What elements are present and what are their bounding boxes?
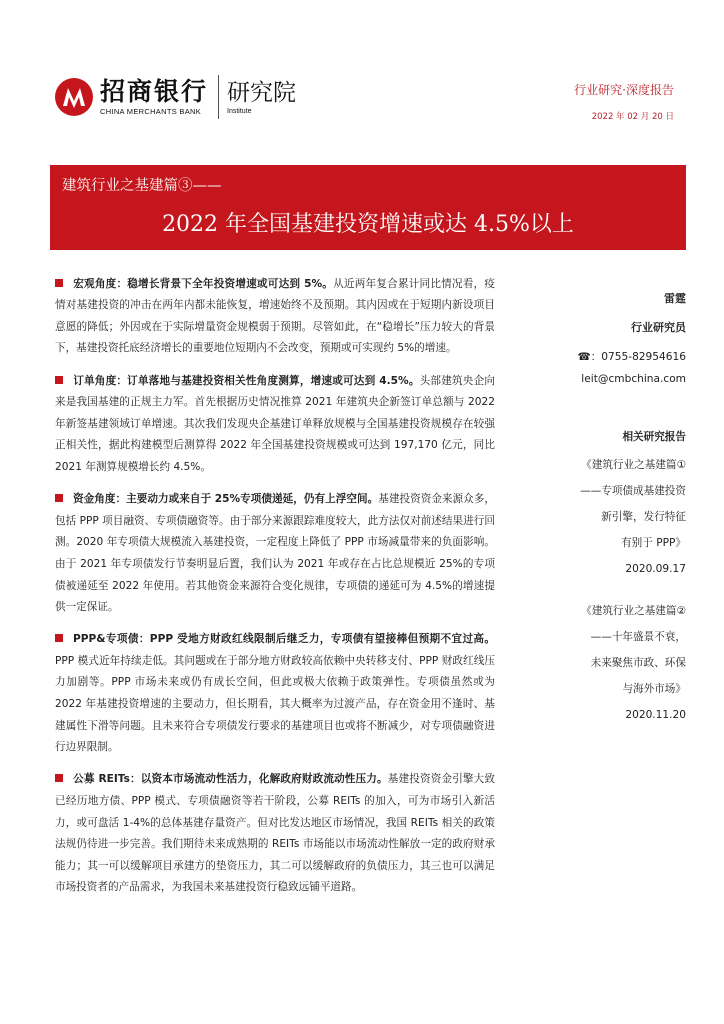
section-funding <box>55 489 495 619</box>
section-lead: 订单角度：订单落地与基建投资相关性角度测算，增速或可达到 4.5%。 <box>73 374 420 387</box>
related-report-line[interactable]: 《建筑行业之基建篇② <box>581 605 686 617</box>
section-text: PPP 模式近年持续走低。其问题或在于部分地方财政较高依赖中央转移支付、PPP 财政红线压力加剧等。PPP 市场未来或仍有成长空间，但此或极大依赖于政策弹性。专项债虽然或为 2022 年基建投资增速的主要动力，但长期看，其大概率为过渡产品，存在资金用不逢时、基建属性下滑等问题。且未来符合专项债发行要求的基建项目也或将不断减少，对专项债融资进行边界限制。 <box>55 654 495 754</box>
logo-divider <box>218 75 219 119</box>
section-text: 头部建筑央企向来是我国基建的正规主力军。首先根据历史情况推算 2021 年建筑央企新签订单总额与 2022 年新签基建领域订单增速。其次我们发现央企基建订单释放规模与全国基建投资规模存在较强正相关性，据此构建模型后测算得 2022 年全国基建投资规模或可达到 197,170 亿元，同比 2021 年测算规模增长约 4.5%。 <box>55 374 495 473</box>
series-label: 建筑行业之基建篇③—— <box>62 178 222 194</box>
summary-body <box>55 263 495 907</box>
section-ppp <box>55 629 495 759</box>
bullet-square-icon <box>55 634 63 642</box>
cmb-logo <box>54 72 296 122</box>
title-banner <box>50 165 686 250</box>
logo-en-name: CHINA MERCHANTS BANK <box>100 107 202 116</box>
sidebar <box>510 290 686 728</box>
analyst-email[interactable]: leit@cmbchina.com <box>581 373 686 385</box>
bullet-square-icon <box>55 774 63 782</box>
report-date: 2022 年 02 月 20 日 <box>591 112 674 122</box>
related-report-line[interactable]: 有别于 PPP》 <box>621 537 686 549</box>
related-report-line[interactable]: 新引擎，发行特征 <box>601 511 686 523</box>
related-report-line[interactable]: 与海外市场》 <box>622 683 686 695</box>
related-report-line[interactable]: 《建筑行业之基建篇① <box>581 459 686 471</box>
analyst-name: 雷霆 <box>664 292 686 305</box>
analyst-role: 行业研究员 <box>631 321 686 334</box>
section-macro <box>55 274 495 360</box>
section-text: 从近两年复合累计同比情况看，疫情对基建投资的冲击在两年内都未能恢复，增速始终不及预期。其内因或在于短期内新设项目意愿的降低；外因或在于实际增量资金规模弱于预期。尽管如此，在“稳增长”压力较大的背景下，基建投资托底经济增长的重要地位短期内不会改变，预期或可实现约 5%的增速。 <box>55 277 495 355</box>
bullet-square-icon <box>55 494 63 502</box>
section-lead: PPP&专项债：PPP 受地方财政红线限制后继乏力，专项债有望接棒但预期不宜过高。 <box>73 633 495 646</box>
related-report-line[interactable]: 未来聚焦市政、环保 <box>590 657 686 669</box>
section-lead: 公募 REITs：以资本市场流动性活力，化解政府财政流动性压力。 <box>73 773 388 786</box>
section-reits <box>55 769 495 899</box>
analyst-phone: ☎：0755-82954616 <box>577 351 686 363</box>
section-text: 基建投资资金引擎大致已经历地方债、PPP 模式、专项债融资等若干阶段，公募 REITs 的加入，可为市场引入新活力，或可盘活 1-4%的总体基建存量资产。但对比发达地区市场情况，我国 REITs 相关的政策法规仍待进一步完善。我们期待未来成熟期的 REITs 市场能以市场流动性解放一定的政府财承能力；其一可以缓解项目承建方的垫资压力，其二可以缓解政府的负债压力，其三也可以满足市场投资者的产品需求，为我国未来基建投资行稳致远铺平道路。 <box>55 773 495 894</box>
section-orders <box>55 371 495 479</box>
logo-institute-cn: 研究院 <box>227 80 297 106</box>
related-report-date: 2020.09.17 <box>625 563 686 575</box>
related-report-line[interactable]: ——专项债成基建投资 <box>580 485 686 497</box>
related-report-date: 2020.11.20 <box>625 709 686 721</box>
section-lead: 宏观角度：稳增长背景下全年投资增速或可达到 5%。 <box>73 277 334 290</box>
bullet-square-icon <box>55 279 63 287</box>
logo-bank-name <box>100 78 208 116</box>
report-type: 行业研究·深度报告 <box>574 83 674 97</box>
related-reports-heading: 相关研究报告 <box>622 431 686 443</box>
related-report-line[interactable]: ——十年盛景不衰， <box>590 631 686 643</box>
logo-institute-en: Institute <box>227 108 252 115</box>
bullet-square-icon <box>55 376 63 384</box>
logo-institute <box>227 79 296 115</box>
section-lead: 资金角度：主要动力或来自于 25%专项债递延，仍有上浮空间。 <box>73 493 379 506</box>
cmb-logo-icon <box>54 77 94 117</box>
section-text: 基建投资资金来源众多，包括 PPP 项目融资、专项债融资等。由于部分来源跟踪难度较大，此方法仅对前述结果进行回测。2020 年专项债大规模流入基建投资，一定程度上降低了 PPP 市场减量带来的负面影响。由于 2021 年专项债发行节奏明显后置，我们认为 2021 年或存在占比总规模近 25%的专项债被递延至 2022 年使用。若其他资金来源符合变化规律，专项债的递延可为 4.5%的增速提供一定保证。 <box>55 493 496 614</box>
report-title: 2022 年全国基建投资增速或达 4.5%以上 <box>162 212 574 237</box>
spacer <box>510 582 686 598</box>
logo-cn-name: 招商银行 <box>100 77 209 106</box>
